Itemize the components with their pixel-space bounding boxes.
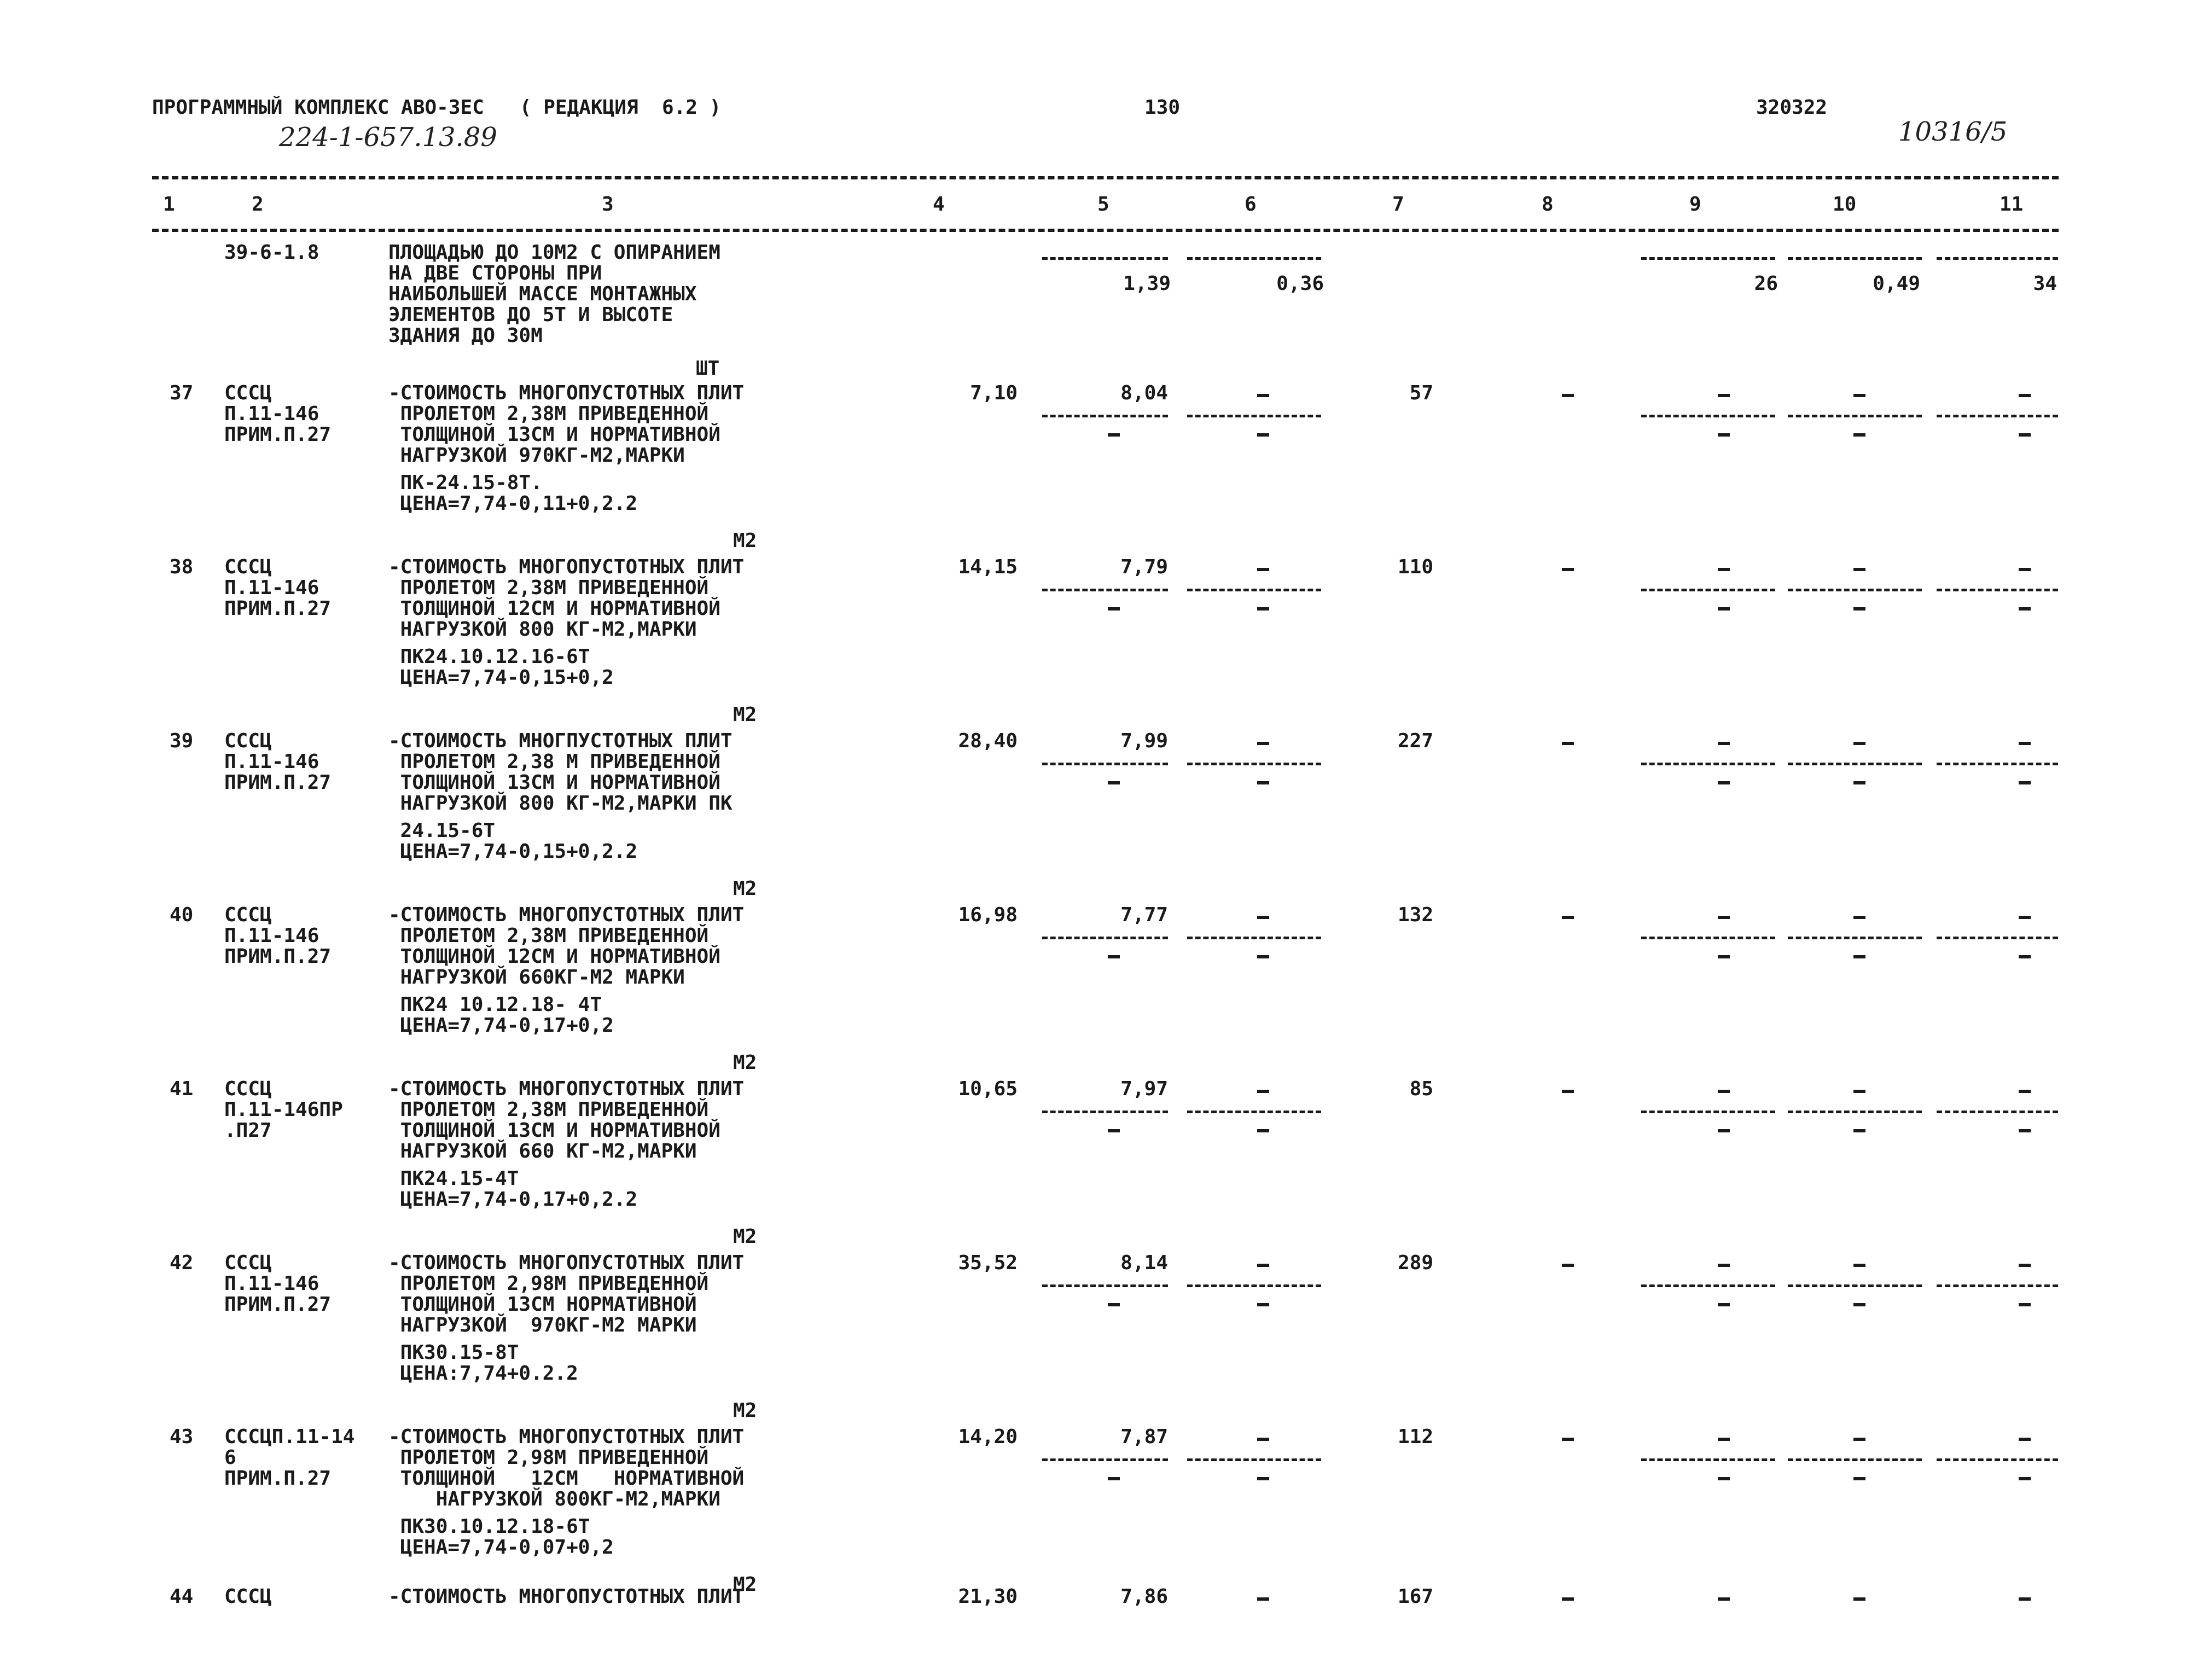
handwritten-project-number: 224-1-657.13.89 bbox=[279, 122, 497, 153]
continuation-col10-line bbox=[1788, 257, 1922, 260]
row-col9-dash bbox=[1718, 568, 1730, 571]
row-col10-line bbox=[1788, 937, 1922, 939]
row-code-line: П.11-146 bbox=[224, 577, 319, 599]
row-col11-sub-dash bbox=[2019, 955, 2031, 958]
row-col5-sub-dash bbox=[1108, 607, 1120, 611]
row-col11-sub-dash bbox=[2019, 1303, 2031, 1306]
row-number: 40 bbox=[170, 904, 194, 926]
row-unit: М2 bbox=[733, 1399, 757, 1422]
row-unit: М2 bbox=[733, 1573, 757, 1596]
row-col7: 167 bbox=[1397, 1585, 1433, 1608]
row-col8-dash bbox=[1562, 1438, 1574, 1441]
row-quantity: 21,30 bbox=[958, 1585, 1018, 1608]
row-col5-sub-dash bbox=[1108, 781, 1120, 784]
row-number: 43 bbox=[170, 1426, 194, 1448]
row-col6-line bbox=[1187, 589, 1321, 591]
row-col9-dash bbox=[1718, 1438, 1730, 1441]
row-code-line: ПРИМ.П.27 bbox=[224, 1467, 332, 1490]
row-col6-sub-dash bbox=[1257, 1477, 1269, 1480]
row-col8-dash bbox=[1562, 394, 1574, 397]
row-col6-dash bbox=[1257, 1597, 1269, 1601]
page-number: 130 bbox=[1144, 96, 1181, 119]
row-col9-line bbox=[1641, 1284, 1775, 1287]
row-number: 38 bbox=[170, 556, 194, 578]
row-col6-sub-dash bbox=[1257, 607, 1269, 611]
continuation-col11: 34 bbox=[2033, 272, 2057, 295]
table-row-42 bbox=[0, 1253, 2197, 1427]
row-col9-sub-dash bbox=[1718, 1129, 1730, 1132]
row-col10-dash bbox=[1853, 1438, 1865, 1441]
column-header-3: 3 bbox=[602, 193, 614, 216]
row-quantity: 7,10 bbox=[970, 382, 1018, 404]
row-col6-sub-dash bbox=[1257, 1303, 1269, 1306]
row-col7: 112 bbox=[1397, 1426, 1433, 1448]
column-header-6: 6 bbox=[1245, 193, 1257, 216]
row-unit: М2 bbox=[733, 1051, 757, 1074]
row-col11-dash bbox=[2019, 1090, 2031, 1093]
row-number: 41 bbox=[170, 1078, 194, 1100]
column-header-11: 11 bbox=[2000, 193, 2024, 216]
row-col5-line bbox=[1042, 415, 1168, 417]
row-number: 37 bbox=[170, 382, 194, 404]
row-code-line: СССЦ bbox=[224, 1078, 272, 1100]
row-col5: 7,99 bbox=[1120, 730, 1168, 752]
row-code-line: П.11-146 bbox=[224, 925, 319, 947]
row-col9-line bbox=[1641, 1458, 1775, 1461]
row-col11-dash bbox=[2019, 916, 2031, 919]
row-col11-sub-dash bbox=[2019, 1477, 2031, 1480]
row-code-line: П.11-146 bbox=[224, 403, 319, 425]
row-unit: М2 bbox=[733, 530, 757, 552]
row-unit: М2 bbox=[733, 877, 757, 900]
row-code-line: П.11-146ПР bbox=[224, 1098, 343, 1121]
column-header-7: 7 bbox=[1392, 193, 1404, 216]
row-col9-line bbox=[1641, 415, 1775, 417]
row-code-line: ПРИМ.П.27 bbox=[224, 945, 332, 968]
row-code-line: 6 bbox=[224, 1446, 236, 1469]
column-header-8: 8 bbox=[1542, 193, 1554, 216]
document-code: 320322 bbox=[1756, 96, 1828, 119]
continuation-col10: 0,49 bbox=[1873, 272, 1920, 295]
row-code-line: ПРИМ.П.27 bbox=[224, 771, 332, 794]
row-code-line: .П27 bbox=[224, 1119, 272, 1142]
row-description: -СТОИМОСТЬ МНОГПУСТОТНЫХ ПЛИТ ПРОЛЕТОМ 2,38 М ПРИВЕДЕННОЙ ТОЛЩИНОЙ 13СМ И НОРМАТИВНОЙ НАГРУЗКОЙ 800 КГ-М2,МАРКИ ПК 24.15-6Т ЦЕНА=7,74-0,15+0,2.2 bbox=[388, 730, 733, 863]
row-col5-sub-dash bbox=[1108, 1129, 1120, 1132]
row-col9-dash bbox=[1718, 1597, 1730, 1601]
row-col9-sub-dash bbox=[1718, 433, 1730, 437]
row-col11-dash bbox=[2019, 394, 2031, 397]
row-col11-dash bbox=[2019, 568, 2031, 571]
continuation-col5-line bbox=[1042, 257, 1168, 260]
table-row-37 bbox=[0, 383, 2197, 557]
row-col11-sub-dash bbox=[2019, 607, 2031, 611]
row-col10-dash bbox=[1853, 1597, 1865, 1601]
row-quantity: 14,15 bbox=[958, 556, 1018, 578]
continuation-row bbox=[0, 0, 2197, 383]
row-col5: 7,77 bbox=[1120, 904, 1168, 926]
row-col10-dash bbox=[1853, 568, 1865, 571]
table-row-40 bbox=[0, 905, 2197, 1079]
column-header-1: 1 bbox=[163, 193, 175, 216]
column-header-5: 5 bbox=[1097, 193, 1109, 216]
row-col6-dash bbox=[1257, 742, 1269, 745]
row-code: СССЦ bbox=[224, 1585, 272, 1608]
column-header-4: 4 bbox=[933, 193, 945, 216]
table-row-41 bbox=[0, 1079, 2197, 1253]
row-description: -СТОИМОСТЬ МНОГОПУСТОТНЫХ ПЛИТ ПРОЛЕТОМ 2,38М ПРИВЕДЕННОЙ ТОЛЩИНОЙ 12СМ И НОРМАТИВНОЙ НАГРУЗКОЙ 660КГ-М2 МАРКИ ПК24 10.12.18- 4Т ЦЕНА=7,74-0,17+0,2 bbox=[388, 904, 745, 1037]
row-col5-line bbox=[1042, 589, 1168, 591]
row-col8-dash bbox=[1562, 1597, 1574, 1601]
row-code-line: ПРИМ.П.27 bbox=[224, 423, 332, 446]
row-col11-dash bbox=[2019, 1597, 2031, 1601]
column-header-2: 2 bbox=[252, 193, 264, 216]
row-col10-sub-dash bbox=[1853, 607, 1865, 611]
table-row-39 bbox=[0, 731, 2197, 905]
row-col11-dash bbox=[2019, 742, 2031, 745]
continuation-col6: 0,36 bbox=[1276, 272, 1324, 295]
row-col10-line bbox=[1788, 1284, 1922, 1287]
row-col6-dash bbox=[1257, 1090, 1269, 1093]
row-col5: 7,87 bbox=[1120, 1426, 1168, 1448]
continuation-col9-line bbox=[1641, 257, 1775, 260]
row-col7: 227 bbox=[1397, 730, 1433, 752]
row-col5-line bbox=[1042, 763, 1168, 765]
row-col10-line bbox=[1788, 1458, 1922, 1461]
row-col9-dash bbox=[1718, 1090, 1730, 1093]
row-col5-line bbox=[1042, 1458, 1168, 1461]
row-col5: 7,79 bbox=[1120, 556, 1168, 578]
row-col8-dash bbox=[1562, 1090, 1574, 1093]
row-code-line: СССЦ bbox=[224, 1252, 272, 1274]
row-col11-sub-dash bbox=[2019, 781, 2031, 784]
row-number: 39 bbox=[170, 730, 194, 752]
row-col10-sub-dash bbox=[1853, 1129, 1865, 1132]
row-quantity: 16,98 bbox=[958, 904, 1018, 926]
row-col6-line bbox=[1187, 763, 1321, 765]
row-col10-dash bbox=[1853, 1090, 1865, 1093]
continuation-col5: 1,39 bbox=[1123, 272, 1171, 295]
row-col6-sub-dash bbox=[1257, 433, 1269, 437]
row-col7: 110 bbox=[1397, 556, 1433, 578]
row-code-line: СССЦ bbox=[224, 382, 272, 404]
row-col6-dash bbox=[1257, 394, 1269, 397]
row-number: 42 bbox=[170, 1252, 194, 1274]
row-description: -СТОИМОСТЬ МНОГОПУСТОТНЫХ ПЛИТ ПРОЛЕТОМ 2,38М ПРИВЕДЕННОЙ ТОЛЩИНОЙ 13СМ И НОРМАТИВНОЙ НАГРУЗКОЙ 970КГ-М2,МАРКИ ПК-24.15-8Т. ЦЕНА=7,74-0,11+0,2.2 bbox=[388, 382, 745, 515]
row-code-line: СССЦП.11-14 bbox=[224, 1426, 355, 1448]
row-col6-line bbox=[1187, 1111, 1321, 1113]
table-row-44 bbox=[0, 1586, 2197, 1619]
column-header-9: 9 bbox=[1689, 193, 1701, 216]
row-col6-line bbox=[1187, 1284, 1321, 1287]
row-col10-sub-dash bbox=[1853, 433, 1865, 437]
continuation-col6-line bbox=[1187, 257, 1321, 260]
row-col10-dash bbox=[1853, 916, 1865, 919]
row-quantity: 14,20 bbox=[958, 1426, 1018, 1448]
row-col9-dash bbox=[1718, 1264, 1730, 1267]
table-row-38 bbox=[0, 557, 2197, 731]
row-col11-line bbox=[1937, 1284, 2058, 1287]
row-col5-sub-dash bbox=[1108, 433, 1120, 437]
row-col5: 8,14 bbox=[1120, 1252, 1168, 1274]
row-code-line: СССЦ bbox=[224, 730, 272, 752]
row-col10-sub-dash bbox=[1853, 955, 1865, 958]
row-col11-sub-dash bbox=[2019, 1129, 2031, 1132]
row-unit: М2 bbox=[733, 1225, 757, 1248]
row-col10-sub-dash bbox=[1853, 781, 1865, 784]
row-col10-dash bbox=[1853, 742, 1865, 745]
row-col5-sub-dash bbox=[1108, 1477, 1120, 1480]
row-col5-sub-dash bbox=[1108, 955, 1120, 958]
row-col11-dash bbox=[2019, 1438, 2031, 1441]
row-code-line: СССЦ bbox=[224, 556, 272, 578]
continuation-col11-line bbox=[1937, 257, 2058, 260]
row-col6-dash bbox=[1257, 916, 1269, 919]
row-col11-line bbox=[1937, 415, 2058, 417]
row-code-line: П.11-146 bbox=[224, 1272, 319, 1295]
row-col6-sub-dash bbox=[1257, 1129, 1269, 1132]
row-col11-sub-dash bbox=[2019, 433, 2031, 437]
row-col9-dash bbox=[1718, 394, 1730, 397]
row-col11-dash bbox=[2019, 1264, 2031, 1267]
row-quantity: 28,40 bbox=[958, 730, 1018, 752]
row-description: -СТОИМОСТЬ МНОГОПУСТОТНЫХ ПЛИТ bbox=[388, 1585, 745, 1608]
row-col6-line bbox=[1187, 937, 1321, 939]
row-col8-dash bbox=[1562, 568, 1574, 571]
row-col7: 132 bbox=[1397, 904, 1433, 926]
row-code-line: ПРИМ.П.27 bbox=[224, 1293, 332, 1316]
row-col10-line bbox=[1788, 763, 1922, 765]
continuation-unit: ШТ bbox=[696, 357, 720, 380]
row-col10-line bbox=[1788, 1111, 1922, 1113]
row-col6-dash bbox=[1257, 568, 1269, 571]
row-col11-line bbox=[1937, 763, 2058, 765]
row-code-line: СССЦ bbox=[224, 904, 272, 926]
row-col9-sub-dash bbox=[1718, 607, 1730, 611]
row-col9-sub-dash bbox=[1718, 1303, 1730, 1306]
row-col8-dash bbox=[1562, 916, 1574, 919]
row-col11-line bbox=[1937, 1458, 2058, 1461]
row-col10-sub-dash bbox=[1853, 1477, 1865, 1480]
row-description: -СТОИМОСТЬ МНОГОПУСТОТНЫХ ПЛИТ ПРОЛЕТОМ 2,38М ПРИВЕДЕННОЙ ТОЛЩИНОЙ 12СМ И НОРМАТИВНОЙ НАГРУЗКОЙ 800 КГ-М2,МАРКИ ПК24.10.12.16-6Т ЦЕНА=7,74-0,15+0,2 bbox=[388, 556, 745, 689]
row-col5-line bbox=[1042, 937, 1168, 939]
row-col9-line bbox=[1641, 589, 1775, 591]
row-quantity: 35,52 bbox=[958, 1252, 1018, 1274]
row-col6-sub-dash bbox=[1257, 781, 1269, 784]
row-col9-sub-dash bbox=[1718, 955, 1730, 958]
row-number: 44 bbox=[170, 1585, 194, 1608]
row-col7: 85 bbox=[1409, 1078, 1433, 1100]
continuation-description: ПЛОЩАДЬЮ ДО 10М2 С ОПИРАНИЕМ НА ДВЕ СТОРОНЫ ПРИ НАИБОЛЬШЕЙ МАССЕ МОНТАЖНЫХ ЭЛЕМЕНТОВ ДО 5Т И ВЫСОТЕ ЗДАНИЯ ДО 30М bbox=[388, 241, 720, 347]
row-col5-line bbox=[1042, 1284, 1168, 1287]
row-col5-sub-dash bbox=[1108, 1303, 1120, 1306]
row-col9-sub-dash bbox=[1718, 1477, 1730, 1480]
row-col6-dash bbox=[1257, 1438, 1269, 1441]
row-col5: 8,04 bbox=[1120, 382, 1168, 404]
row-col10-dash bbox=[1853, 394, 1865, 397]
row-col9-line bbox=[1641, 937, 1775, 939]
row-col11-line bbox=[1937, 589, 2058, 591]
row-col9-sub-dash bbox=[1718, 781, 1730, 784]
row-col11-line bbox=[1937, 937, 2058, 939]
row-description: -СТОИМОСТЬ МНОГОПУСТОТНЫХ ПЛИТ ПРОЛЕТОМ 2,38М ПРИВЕДЕННОЙ ТОЛЩИНОЙ 13СМ И НОРМАТИВНОЙ НАГРУЗКОЙ 660 КГ-М2,МАРКИ ПК24.15-4Т ЦЕНА=7,74-0,17+0,2.2 bbox=[388, 1078, 745, 1211]
row-code-line: П.11-146 bbox=[224, 751, 319, 773]
continuation-col9: 26 bbox=[1754, 272, 1778, 295]
continuation-code: 39-6-1.8 bbox=[224, 241, 319, 264]
row-description: -СТОИМОСТЬ МНОГОПУСТОТНЫХ ПЛИТ ПРОЛЕТОМ 2,98М ПРИВЕДЕННОЙ ТОЛЩИНОЙ 13СМ НОРМАТИВНОЙ НАГРУЗКОЙ 970КГ-М2 МАРКИ ПК30.15-8Т ЦЕНА:7,74+0.2.2 bbox=[388, 1252, 745, 1385]
column-header-10: 10 bbox=[1833, 193, 1857, 216]
row-col6-line bbox=[1187, 415, 1321, 417]
row-col5: 7,86 bbox=[1120, 1585, 1168, 1608]
row-col9-line bbox=[1641, 763, 1775, 765]
handwritten-sheet-number: 10316/5 bbox=[1898, 117, 2008, 147]
row-col8-dash bbox=[1562, 1264, 1574, 1267]
row-col6-sub-dash bbox=[1257, 955, 1269, 958]
row-col9-dash bbox=[1718, 742, 1730, 745]
row-col10-dash bbox=[1853, 1264, 1865, 1267]
row-col7: 289 bbox=[1397, 1252, 1433, 1274]
row-code-line: ПРИМ.П.27 bbox=[224, 597, 332, 620]
row-col7: 57 bbox=[1409, 382, 1433, 404]
row-col9-line bbox=[1641, 1111, 1775, 1113]
program-title: ПРОГРАММНЫЙ КОМПЛЕКС АВО-ЗЕС ( РЕДАКЦИЯ 6.2 ) bbox=[152, 96, 722, 119]
row-col10-line bbox=[1788, 589, 1922, 591]
row-quantity: 10,65 bbox=[958, 1078, 1018, 1100]
row-col6-dash bbox=[1257, 1264, 1269, 1267]
row-col11-line bbox=[1937, 1111, 2058, 1113]
row-col9-dash bbox=[1718, 916, 1730, 919]
row-col10-sub-dash bbox=[1853, 1303, 1865, 1306]
row-description: -СТОИМОСТЬ МНОГОПУСТОТНЫХ ПЛИТ ПРОЛЕТОМ 2,98М ПРИВЕДЕННОЙ ТОЛЩИНОЙ 12СМ НОРМАТИВНОЙ НАГРУЗКОЙ 800КГ-М2,МАРКИ ПК30.10.12.18-6Т ЦЕНА=7,74-0,07+0,2 bbox=[388, 1426, 745, 1559]
row-col6-line bbox=[1187, 1458, 1321, 1461]
table-row-43 bbox=[0, 1427, 2197, 1601]
row-col10-line bbox=[1788, 415, 1922, 417]
row-col5: 7,97 bbox=[1120, 1078, 1168, 1100]
row-col5-line bbox=[1042, 1111, 1168, 1113]
row-unit: М2 bbox=[733, 704, 757, 726]
row-col8-dash bbox=[1562, 742, 1574, 745]
